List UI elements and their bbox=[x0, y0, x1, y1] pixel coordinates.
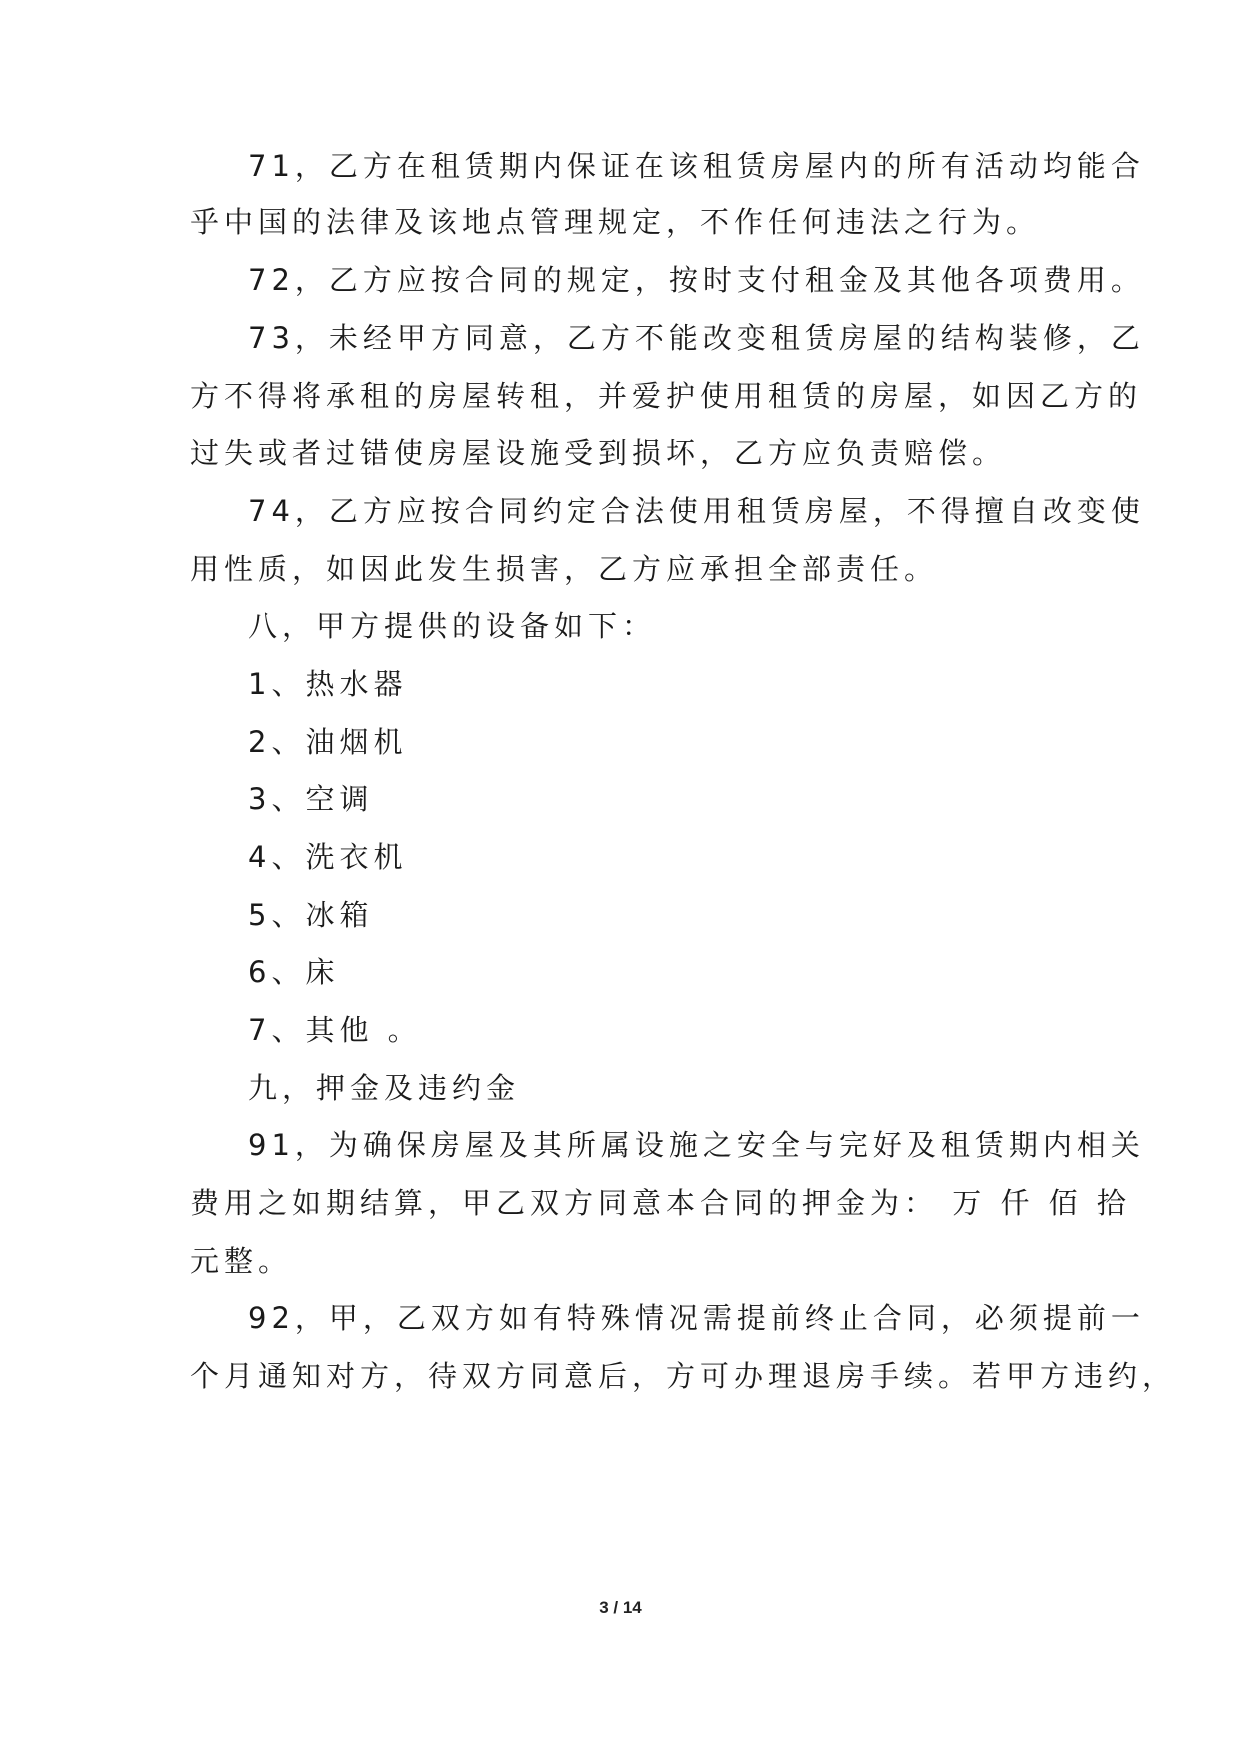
list-item: 3、空调 bbox=[248, 782, 374, 816]
page-number: 3 / 14 bbox=[599, 1598, 642, 1617]
paragraph-line: 用性质，如因此发生损害，乙方应承担全部责任。 bbox=[190, 552, 939, 586]
list-item: 4、洗衣机 bbox=[248, 840, 408, 874]
paragraph-line: 乎中国的法律及该地点管理规定，不作任何违法之行为。 bbox=[190, 205, 1041, 239]
list-item: 5、冰箱 bbox=[248, 898, 374, 932]
section-heading: 九，押金及违约金 bbox=[248, 1071, 521, 1105]
paragraph-line: 72，乙方应按合同的规定，按时支付租金及其他各项费用。 bbox=[248, 263, 1145, 297]
list-item: 7、其他 。 bbox=[248, 1013, 422, 1047]
paragraph-line: 个月通知对方，待双方同意后，方可办理退房手续。若甲方违约， bbox=[190, 1359, 1177, 1393]
paragraph-line: 元整。 bbox=[190, 1244, 293, 1278]
section-heading: 八，甲方提供的设备如下： bbox=[248, 609, 657, 643]
paragraph-line: 91，为确保房屋及其所属设施之安全与完好及租赁期内相关 bbox=[248, 1128, 1145, 1162]
list-item: 2、油烟机 bbox=[248, 725, 408, 759]
list-item: 1、热水器 bbox=[248, 667, 408, 701]
paragraph-line: 71，乙方在租赁期内保证在该租赁房屋内的所有活动均能合 bbox=[248, 149, 1145, 183]
paragraph-line: 过失或者过错使房屋设施受到损坏，乙方应负责赔偿。 bbox=[190, 436, 1007, 470]
paragraph-line: 92，甲，乙双方如有特殊情况需提前终止合同，必须提前一 bbox=[248, 1301, 1145, 1335]
paragraph-line: 费用之如期结算，甲乙双方同意本合同的押金为： 万 仟 佰 拾 bbox=[190, 1186, 1131, 1220]
paragraph-line: 73，未经甲方同意，乙方不能改变租赁房屋的结构装修，乙 bbox=[248, 321, 1145, 355]
paragraph-line: 方不得将承租的房屋转租，并爱护使用租赁的房屋，如因乙方的 bbox=[190, 379, 1143, 413]
paragraph-line: 74，乙方应按合同约定合法使用租赁房屋，不得擅自改变使 bbox=[248, 494, 1145, 528]
list-item: 6、床 bbox=[248, 955, 340, 989]
